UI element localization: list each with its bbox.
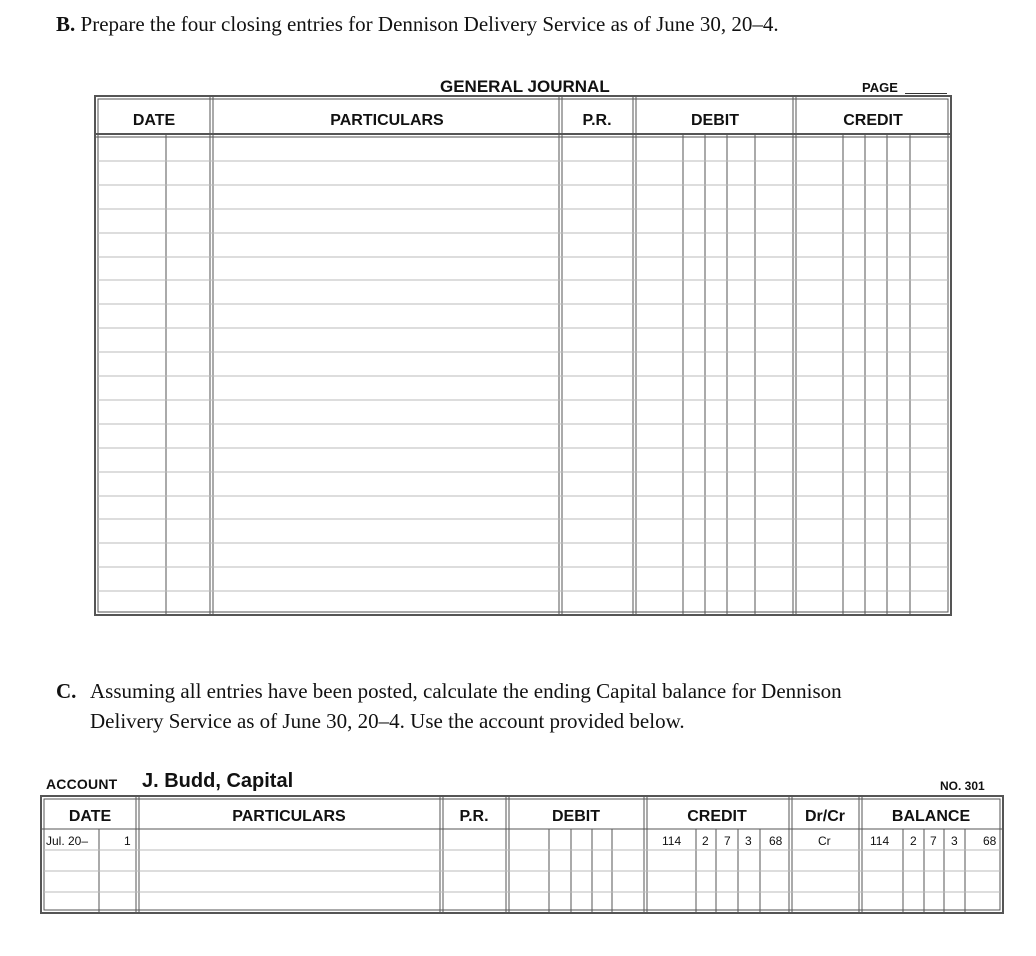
page-label: PAGE (862, 80, 898, 95)
question-c-line2: Delivery Service as of June 30, 20–4. Use the account provided below. (90, 709, 685, 733)
journal-header-particulars: PARTICULARS (330, 112, 444, 129)
balance-digit-group-3: 7 (930, 834, 937, 848)
balance-digit-group-4: 3 (951, 834, 958, 848)
ledger-header-particulars: PARTICULARS (232, 808, 346, 825)
credit-cents: 68 (769, 834, 783, 848)
ledger-header-balance: BALANCE (891, 808, 971, 825)
ledger-header-credit: CREDIT (687, 808, 747, 825)
journal-title: GENERAL JOURNAL (440, 77, 610, 96)
question-c-line1: Assuming all entries have been posted, calculate the ending Capital balance for Dennison (90, 679, 842, 703)
journal-outer-border (95, 96, 951, 615)
credit-digit-group-2: 2 (702, 834, 709, 848)
balance-digit-group-2: 2 (910, 834, 917, 848)
question-c-letter: C. (56, 679, 77, 703)
account-label: ACCOUNT (46, 776, 118, 792)
credit-digit-group-4: 3 (745, 834, 752, 848)
ledger-header-date: DATE (68, 808, 112, 825)
ledger-row-month: Jul. 20– (46, 834, 89, 848)
journal-header-credit: CREDIT (843, 112, 903, 129)
journal-grid (95, 96, 951, 615)
ledger-row-day: 1 (124, 834, 131, 848)
question-b-text: Prepare the four closing entries for Dennison Delivery Service as of June 30, 20–4. (80, 12, 779, 36)
journal-inner-border (98, 99, 948, 612)
balance-digit-group-1: 114 (870, 834, 890, 848)
ledger-row-drcr: Cr (818, 834, 831, 848)
account-name: J. Budd, Capital (142, 770, 294, 792)
journal-header-debit: DEBIT (691, 112, 739, 129)
account-number: NO. 301 (940, 779, 985, 793)
journal-header-pr: P.R. (582, 112, 612, 129)
ledger-header-pr: P.R. (459, 808, 489, 825)
balance-cents: 68 (983, 834, 997, 848)
journal-header-date: DATE (132, 112, 176, 129)
ledger-header-drcr: Dr/Cr (804, 808, 845, 825)
question-b-letter: B. (56, 12, 76, 36)
ledger-header-debit: DEBIT (552, 808, 600, 825)
credit-digit-group-1: 114 (662, 834, 682, 848)
credit-digit-group-3: 7 (724, 834, 731, 848)
question-c (56, 676, 842, 736)
